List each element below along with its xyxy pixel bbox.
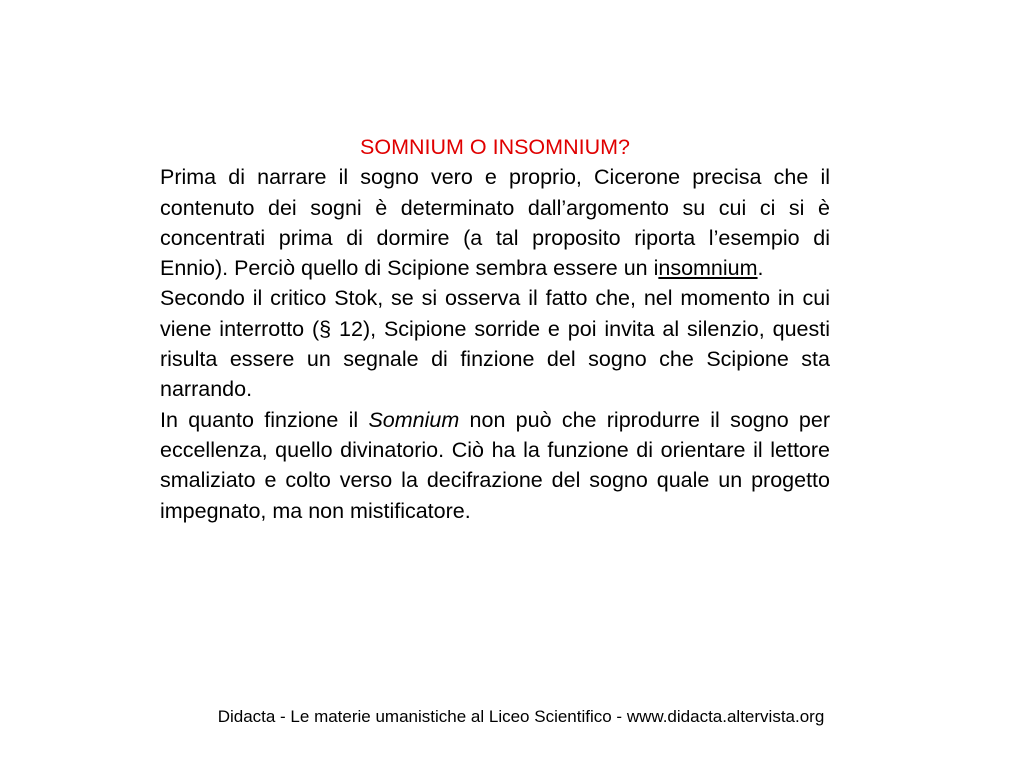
paragraph-1 xyxy=(160,162,830,283)
paragraph-1-end: . xyxy=(757,256,764,281)
paragraph-3-end: non può che riprodurre il sogno per eccellenza, quello divinatorio. Ciò ha la funzione di orientare il lettore smaliziato e colto verso la decifrazione del sogno quale un progetto impegnato, ma non mistificatore. xyxy=(160,407,830,523)
paragraph-2-text: Secondo il critico Stok, se si osserva il fatto che, nel momento in cui viene interrotto (§ 12), Scipione sorride e poi invita al silenzio, questi risulta essere un segnale di finzione del sogno che Scipione sta narrando. xyxy=(160,286,830,402)
paragraph-3-text: In quanto finzione il xyxy=(160,407,369,432)
slide-footer: Didacta - Le materie umanistiche al Liceo Scientifico - www.didacta.altervista.org xyxy=(217,707,825,726)
insomnium-underlined: nsomnium xyxy=(658,256,758,281)
somnium-italic: Somnium xyxy=(368,407,460,432)
paragraph-1-text: Prima di narrare il sogno vero e proprio, Cicerone precisa che il contenuto dei sogni è determinato dall’argomento su cui ci si è concentrati prima di dormire (a tal proposito riporta l’esempio di Ennio). Perciò quello di Scipione sembra essere un i xyxy=(160,165,830,281)
slide-body xyxy=(160,132,830,526)
paragraph-2 xyxy=(160,283,830,404)
slide-title: SOMNIUM O INSOMNIUM? xyxy=(360,135,630,159)
paragraph-3 xyxy=(160,405,830,526)
